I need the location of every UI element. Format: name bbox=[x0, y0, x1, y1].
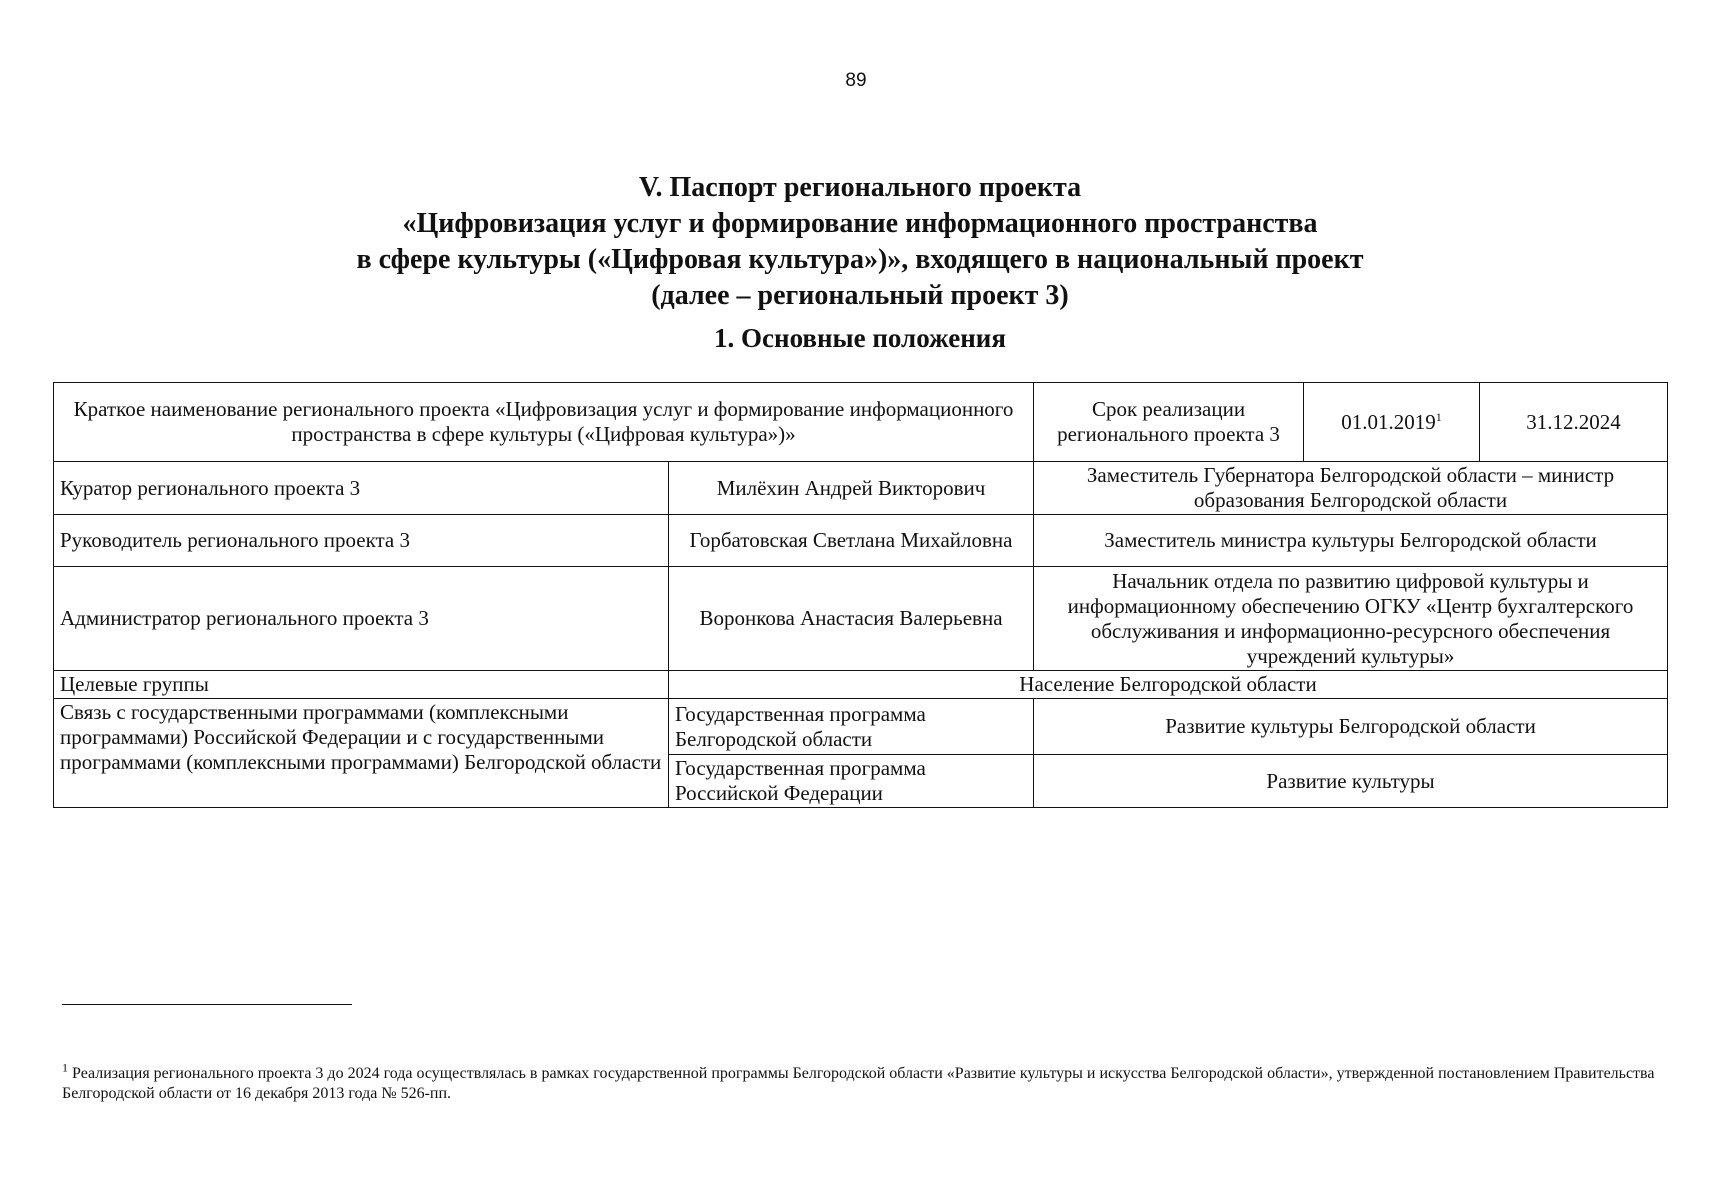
term-label-cell: Срок реализации регионального проекта 3 bbox=[1034, 383, 1304, 462]
program-type-federal: Государственная программа Российской Федерации bbox=[669, 755, 1034, 808]
curator-label: Куратор регионального проекта 3 bbox=[54, 462, 669, 515]
administrator-label: Администратор регионального проекта 3 bbox=[54, 567, 669, 671]
table-row-short-name bbox=[54, 383, 1668, 462]
head-name: Горбатовская Светлана Михайловна bbox=[669, 515, 1034, 567]
footnote bbox=[62, 1060, 1662, 1104]
table-row-target-groups bbox=[54, 671, 1668, 699]
title-line-4: (далее – региональный проект 3) bbox=[651, 280, 1069, 311]
section-heading: 1. Основные положения bbox=[714, 323, 1006, 353]
head-label: Руководитель регионального проекта 3 bbox=[54, 515, 669, 567]
title-line-3: в сфере культуры («Цифровая культура»)», входящего в национальный проект bbox=[356, 244, 1364, 275]
curator-position: Заместитель Губернатора Белгородской области – министр образования Белгородской области bbox=[1034, 462, 1668, 515]
start-date-cell bbox=[1304, 383, 1480, 462]
title-line-1: V. Паспорт регионального проекта bbox=[638, 172, 1082, 203]
page-number: 89 bbox=[845, 70, 867, 91]
curator-name: Милёхин Андрей Викторович bbox=[669, 462, 1034, 515]
start-date: 01.01.2019 bbox=[1341, 409, 1436, 434]
passport-table bbox=[53, 382, 1668, 808]
page-title bbox=[60, 170, 1660, 314]
program-name-regional: Развитие культуры Белгородской области bbox=[1034, 699, 1668, 755]
table-row-curator bbox=[54, 462, 1668, 515]
administrator-name: Воронкова Анастасия Валерьевна bbox=[669, 567, 1034, 671]
administrator-position: Начальник отдела по развитию цифровой культуры и информационному обеспечению ОГКУ «Центр бухгалтерского обслуживания и информационно-ресурсного обеспечения учреждений культуры» bbox=[1034, 567, 1668, 671]
title-line-2: «Цифровизация услуг и формирование информационного пространства bbox=[402, 208, 1318, 239]
end-date-cell: 31.12.2024 bbox=[1480, 383, 1668, 462]
target-groups-value: Население Белгородской области bbox=[669, 671, 1668, 699]
program-type-regional: Государственная программа Белгородской области bbox=[669, 699, 1034, 755]
program-links-label: Связь с государственными программами (комплексными программами) Российской Федерации и с государственными программами (комплексными программами) Белгородской области bbox=[54, 699, 669, 808]
target-groups-label: Целевые группы bbox=[54, 671, 669, 699]
footnote-divider bbox=[62, 1004, 352, 1005]
short-name-cell: Краткое наименование регионального проекта «Цифровизация услуг и формирование информационного пространства в сфере культуры («Цифровая культура»)» bbox=[54, 383, 1034, 462]
table-row-head bbox=[54, 515, 1668, 567]
head-position: Заместитель министра культуры Белгородской области bbox=[1034, 515, 1668, 567]
table-row-administrator bbox=[54, 567, 1668, 671]
table-row-program-regional bbox=[54, 699, 1668, 755]
footnote-marker: 1 bbox=[62, 1060, 68, 1075]
start-date-footnote-ref: 1 bbox=[1435, 409, 1442, 424]
footnote-text: Реализация регионального проекта 3 до 2024 года осуществлялась в рамках государственной программы Белгородской области «Развитие культуры и искусства Белгородской области», утвержденной постановлением Правительства Белгородской области от 16 декабря 2013 года № 526-пп. bbox=[62, 1065, 1655, 1102]
program-name-federal: Развитие культуры bbox=[1034, 755, 1668, 808]
